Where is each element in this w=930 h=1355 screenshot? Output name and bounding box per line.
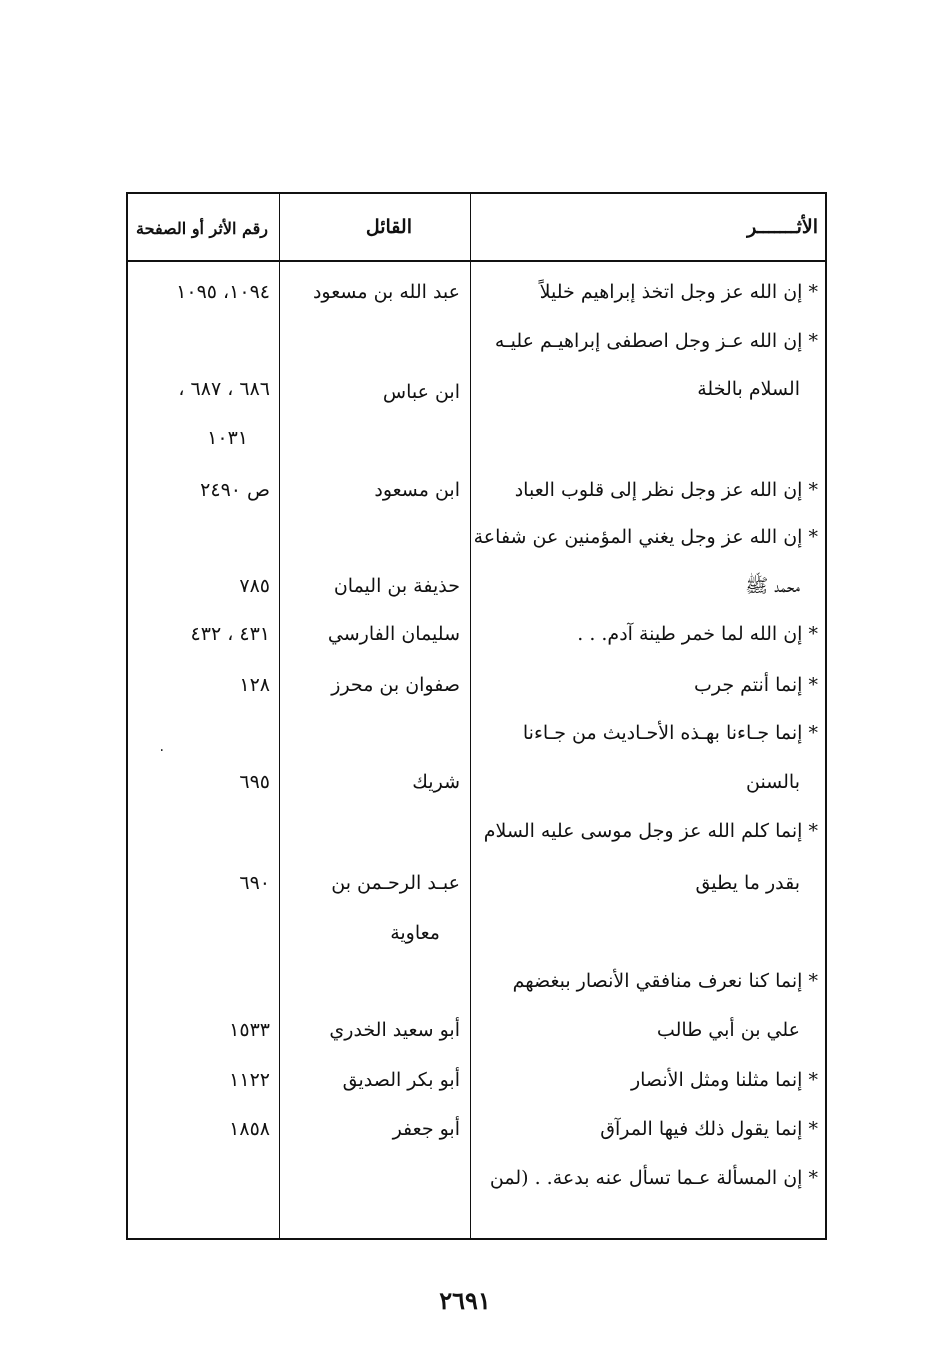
reference-number: ١٢٨ (239, 674, 270, 696)
header-athar: الأثـــــــر (747, 216, 818, 238)
reference-number: ١١٢٢ (229, 1069, 270, 1091)
stray-mark: ٠ (158, 742, 166, 758)
athar-line: * إنما جـاءنا بهـذه الأحـاديث من جـاءنا (522, 722, 818, 744)
sayer: أبو بكر الصديق (342, 1069, 460, 1091)
reference-number: ١٠٩٤، ١٠٩٥ (176, 281, 270, 303)
athar-line: * إن الله لما خمر طينة آدم. . . (577, 623, 818, 645)
header-reference: رقم الأثر أو الصفحة (136, 219, 268, 238)
column-divider (279, 194, 280, 1238)
page-number: ٢٦٩١ (439, 1286, 491, 1315)
sayer: عبد الله بن مسعود (312, 281, 460, 303)
sayer: صفوان بن محرز (331, 674, 460, 696)
athar-line: * إنما أنتم جرب (693, 674, 818, 696)
sayer: ابن مسعود (374, 479, 460, 501)
reference-number: ٦٨٦ ، ٦٨٧ ، (178, 378, 270, 400)
reference-number: ١٥٣٣ (229, 1019, 270, 1041)
athar-line: * إنما كنا نعرف منافقي الأنصار ببغضهم (512, 970, 818, 992)
column-divider (470, 194, 471, 1238)
reference-number: ٦٩٠ (239, 872, 270, 894)
athar-line: السلام بالخلة (697, 378, 800, 400)
athar-line: * إن الله عـز وجل اصطفى إبراهيـم عليـه (494, 330, 818, 352)
athar-line: * إن الله عز وجل اتخذ إبراهيم خليلاً (539, 281, 818, 303)
reference-number: ١٠٣١ (207, 427, 248, 449)
sayer-continuation: معاوية (390, 922, 440, 944)
sayer: أبو سعيد الخدري (329, 1019, 460, 1041)
athar-line: بالسنن (745, 771, 800, 793)
reference-number: ٦٩٥ (239, 771, 270, 793)
athar-line: * إن الله عز وجل يغني المؤمنين عن شفاعة (473, 526, 818, 548)
athar-line: * إنما كلم الله عز وجل موسى عليه السلام (483, 820, 818, 842)
sayer: شريك (412, 771, 460, 793)
reference-number: ص ٢٤٩٠ (200, 479, 270, 501)
reference-number: ٧٨٥ (239, 575, 270, 597)
athar-line: * إنما يقول ذلك فيها المرآق (600, 1118, 818, 1140)
sayer: سليمان الفارسي (327, 623, 460, 645)
sayer: حذيفة بن اليمان (333, 575, 460, 597)
athar-line: * إن الله عز وجل نظر إلى قلوب العباد (514, 479, 818, 501)
sayer: عبـد الرحـمن بن (331, 872, 460, 894)
athar-line: بقدر ما يطيق (695, 872, 800, 894)
athar-line: * إنما مثلنا ومثل الأنصار (630, 1069, 818, 1091)
reference-number: ٤٣١ ، ٤٣٢ (190, 623, 270, 645)
sayer: ابن عباس (382, 381, 460, 403)
header-divider (128, 260, 825, 262)
athar-line: علي بن أبي طالب (656, 1019, 800, 1041)
athar-line: محمد ﷺ (745, 575, 800, 597)
athar-line: * إن المسألة عـما تسأل عنه بدعة. . (لمن (489, 1167, 818, 1189)
sayer: أبو جعفر (392, 1118, 460, 1140)
header-sayer: القائل (365, 216, 412, 238)
reference-number: ١٨٥٨ (229, 1118, 270, 1140)
